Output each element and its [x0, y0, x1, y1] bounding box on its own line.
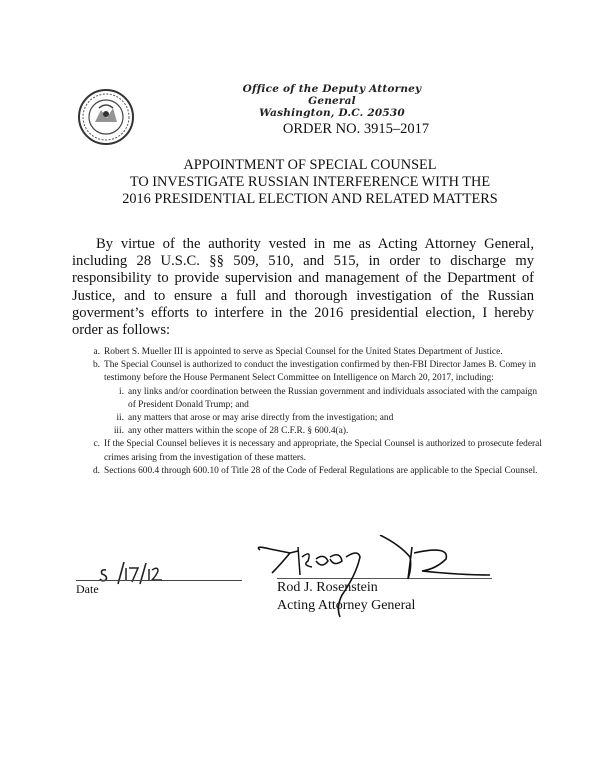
authority-paragraph: By virtue of the authority vested in me as Acting Attorney General, including 28 U.S.C. §§ 509, 510, and 515, in order to discharge my responsibility to provide supervision and management of the Department of Justice, and to ensure a full and thorough investigation of the Russian goverment’s efforts to interfere in the 2016 presidential election, I hereby order as follows:	[72, 236, 534, 339]
order-item-c: c. If the Special Counsel believes it is necessary and appropriate, the Special Counsel is authorized to prosecute federal crimes arising from the investigation of these matters.	[93, 439, 542, 463]
office-address: Washington, D.C. 20530	[259, 107, 405, 119]
date-line	[76, 580, 242, 581]
order-item-b: b. The Special Counsel is authorized to conduct the investigation confirmed by then-FBI Director James B. Comey in testimony before the House Permanent Select Committee on Intelligence on March 20, 2017, including:	[92, 360, 536, 384]
signer-name: Rod J. Rosenstein	[277, 580, 378, 595]
office-name: Office of the Deputy Attorney General	[242, 83, 422, 107]
document-title: APPOINTMENT OF SPECIAL COUNSEL TO INVESTIGATE RUSSIAN INTERFERENCE WITH THE 2016 PRESIDENTIAL ELECTION AND RELATED MATTERS	[122, 157, 498, 207]
handwritten-date	[98, 560, 178, 586]
order-item-a: a. Robert S. Mueller III is appointed to serve as Special Counsel for the United States Department of Justice.	[93, 347, 503, 357]
signer-title: Acting Attorney General	[277, 598, 416, 613]
sub-order-item-iii: iii. any other matters within the scope of 28 C.F.R. § 600.4(a).	[113, 426, 349, 437]
date-label: Date	[76, 582, 99, 596]
sub-order-item-ii: ii. any matters that arose or may arise directly from the investigation; and	[116, 413, 394, 424]
order-number: ORDER NO. 3915–2017	[282, 121, 430, 137]
order-item-d: d. Sections 600.4 through 600.10 of Title 28 of the Code of Federal Regulations are applicable to the Special Counsel.	[92, 465, 538, 476]
order-list	[90, 346, 545, 478]
sub-order-item-i: i. any links and/or coordination between the Russian government and individuals associated with the campaign of President Donald Trump; and	[119, 386, 538, 410]
office-letterhead	[232, 83, 432, 119]
